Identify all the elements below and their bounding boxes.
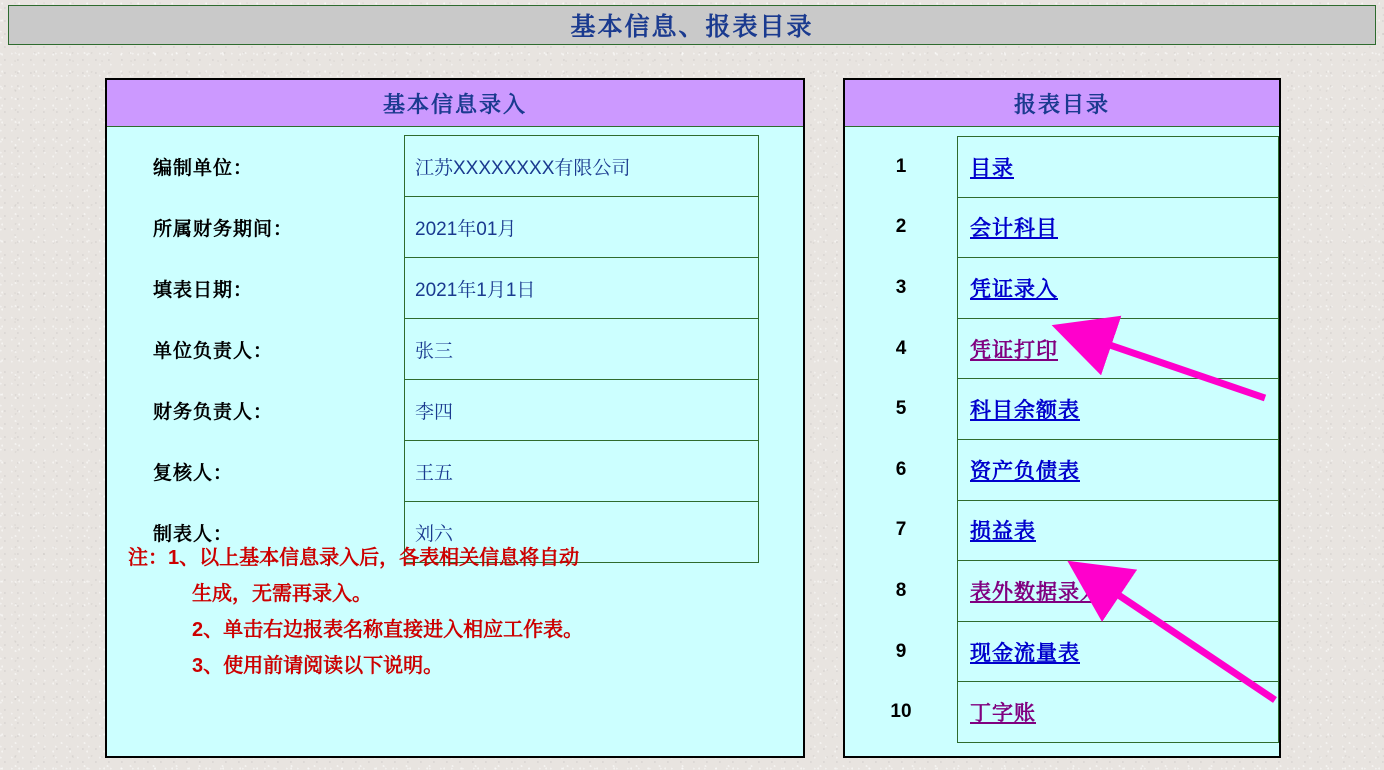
field-label-unit-head: 单位负责人： (153, 340, 274, 362)
field-value-fill-date[interactable]: 2021年1月1日 (405, 258, 759, 319)
list-item-number: 9 (895, 640, 907, 662)
note-line-2 (128, 612, 748, 648)
note-prefix: 注： (128, 547, 168, 569)
list-item-number: 2 (895, 216, 907, 238)
table-row (129, 258, 759, 319)
field-label-company: 编制单位： (153, 157, 254, 179)
sidebar-item-凭证录入[interactable]: 凭证录入 (970, 277, 1058, 301)
list-item (845, 137, 1279, 198)
sidebar-item-资产负债表[interactable]: 资产负债表 (970, 459, 1080, 483)
list-item (845, 318, 1279, 379)
note-text-1b: 生成，无需再录入。 (192, 583, 372, 605)
basic-info-table (129, 135, 759, 563)
note-text-1: 1、以上基本信息录入后，各表相关信息将自动 (168, 547, 580, 569)
link-cell-xianjinliuliangbiao[interactable] (958, 621, 1279, 682)
note-line-1 (128, 540, 748, 576)
basic-info-header-label: 基本信息录入 (382, 91, 527, 117)
sidebar-item-目录[interactable]: 目录 (970, 156, 1014, 180)
list-item (845, 258, 1279, 319)
list-item-number: 10 (890, 701, 912, 723)
sidebar-item-丁字账[interactable]: 丁字账 (970, 702, 1036, 726)
note-line-1b (128, 576, 748, 612)
report-directory-panel (843, 78, 1281, 758)
list-item-number: 5 (895, 398, 907, 420)
field-label-period: 所属财务期间： (153, 218, 294, 240)
field-value-unit-head[interactable]: 张三 (405, 319, 759, 380)
list-item-number: 3 (895, 276, 907, 298)
page-title: 基本信息、报表目录 (570, 13, 814, 41)
list-item (845, 197, 1279, 258)
list-item-number: 8 (895, 579, 907, 601)
link-cell-sunyibiao[interactable] (958, 500, 1279, 561)
sidebar-item-现金流量表[interactable]: 现金流量表 (970, 641, 1080, 665)
field-label-reviewer: 复核人： (153, 462, 234, 484)
table-row (129, 380, 759, 441)
list-item-number: 1 (895, 155, 907, 177)
list-item (845, 561, 1279, 622)
list-item (845, 439, 1279, 500)
sidebar-item-损益表[interactable]: 损益表 (970, 520, 1036, 544)
field-value-period[interactable]: 2021年01月 (405, 197, 759, 258)
list-item-number: 4 (895, 337, 907, 359)
table-row (129, 136, 759, 197)
table-row (129, 197, 759, 258)
note-block (128, 540, 748, 684)
link-cell-pingzhengdayin[interactable] (958, 318, 1279, 379)
note-text-3: 3、使用前请阅读以下说明。 (192, 655, 444, 677)
field-value-preparer[interactable]: 刘六 (405, 502, 759, 563)
list-item (845, 682, 1279, 743)
sidebar-item-科目余额表[interactable]: 科目余额表 (970, 399, 1080, 423)
report-directory-header (845, 80, 1279, 127)
sidebar-item-凭证打印[interactable]: 凭证打印 (970, 338, 1058, 362)
link-cell-zichanfuzhaibiao[interactable] (958, 439, 1279, 500)
field-value-company[interactable]: 江苏XXXXXXXX有限公司 (405, 136, 759, 197)
report-directory-header-label: 报表目录 (1013, 91, 1110, 117)
page-title-bar (8, 5, 1376, 45)
basic-info-header (107, 80, 803, 127)
link-cell-dingzizhang[interactable] (958, 682, 1279, 743)
note-line-3 (128, 648, 748, 684)
table-row (129, 319, 759, 380)
list-item-number: 6 (895, 458, 907, 480)
sidebar-item-会计科目[interactable]: 会计科目 (970, 217, 1058, 241)
link-cell-kemuyuebiao[interactable] (958, 379, 1279, 440)
list-item-number: 7 (895, 519, 907, 541)
report-directory-list (845, 136, 1279, 743)
list-item (845, 621, 1279, 682)
sidebar-item-表外数据录入[interactable]: 表外数据录入 (970, 580, 1102, 604)
link-cell-mulu[interactable] (958, 137, 1279, 198)
field-value-reviewer[interactable]: 王五 (405, 441, 759, 502)
list-item (845, 379, 1279, 440)
field-label-preparer: 制表人： (153, 523, 234, 545)
link-cell-biaowaishujuluru[interactable] (958, 561, 1279, 622)
note-text-2: 2、单击右边报表名称直接进入相应工作表。 (192, 619, 584, 641)
field-label-finance-head: 财务负责人： (153, 401, 274, 423)
table-row (129, 441, 759, 502)
link-cell-kuaijikemu[interactable] (958, 197, 1279, 258)
link-cell-pingzhengluru[interactable] (958, 258, 1279, 319)
field-value-finance-head[interactable]: 李四 (405, 380, 759, 441)
list-item (845, 500, 1279, 561)
field-label-fill-date: 填表日期： (153, 279, 254, 301)
